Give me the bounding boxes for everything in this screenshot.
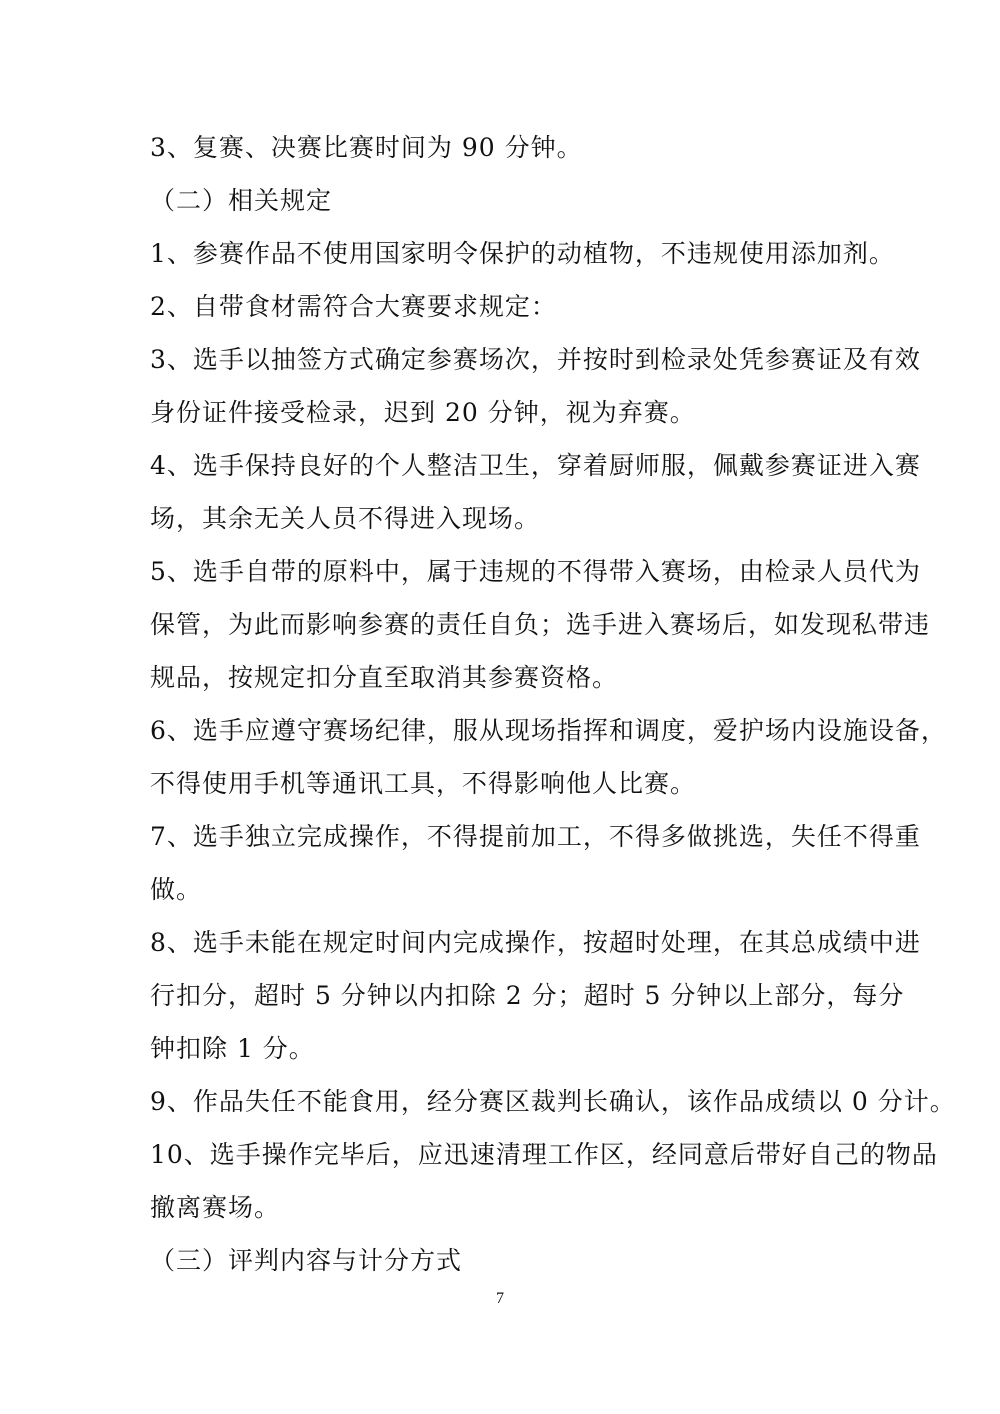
- text-line: 3、复赛、决赛比赛时间为 90 分钟。: [150, 133, 583, 162]
- section-heading: （三）评判内容与计分方式: [150, 1246, 463, 1275]
- text-line: 1、参赛作品不使用国家明令保护的动植物，不违规使用添加剂。: [150, 239, 895, 268]
- text-line: 6、选手应遵守赛场纪律，服从现场指挥和调度，爱护场内设施设备，: [150, 716, 947, 745]
- text-line: 3、选手以抽签方式确定参赛场次，并按时到检录处凭参赛证及有效: [150, 345, 921, 374]
- section-heading: （二）相关规定: [150, 186, 333, 215]
- text-line: 钟扣除 1 分。: [150, 1034, 315, 1063]
- text-line: 2、自带食材需符合大赛要求规定：: [150, 292, 557, 321]
- text-line: 规品，按规定扣分直至取消其参赛资格。: [150, 663, 619, 692]
- text-line: 9、作品失任不能食用，经分赛区裁判长确认，该作品成绩以 0 分计。: [150, 1087, 956, 1116]
- page-number: 7: [496, 1290, 504, 1307]
- text-line: 5、选手自带的原料中，属于违规的不得带入赛场，由检录人员代为: [150, 557, 921, 586]
- text-line: 身份证件接受检录，迟到 20 分钟，视为弃赛。: [150, 398, 696, 427]
- text-line: 8、选手未能在规定时间内完成操作，按超时处理，在其总成绩中进: [150, 928, 921, 957]
- text-line: 保管，为此而影响参赛的责任自负；选手进入赛场后，如发现私带违: [150, 610, 931, 639]
- text-line: 撤离赛场。: [150, 1193, 281, 1222]
- text-line: 不得使用手机等通讯工具，不得影响他人比赛。: [150, 769, 697, 798]
- text-line: 10、选手操作完毕后，应迅速清理工作区，经同意后带好自己的物品: [150, 1140, 938, 1169]
- text-line: 做。: [150, 875, 203, 904]
- text-line: 行扣分，超时 5 分钟以内扣除 2 分；超时 5 分钟以上部分，每分: [150, 981, 905, 1010]
- text-line: 场，其余无关人员不得进入现场。: [150, 504, 541, 533]
- text-line: 4、选手保持良好的个人整洁卫生，穿着厨师服，佩戴参赛证进入赛: [150, 451, 921, 480]
- text-line: 7、选手独立完成操作，不得提前加工，不得多做挑选，失任不得重: [150, 822, 921, 851]
